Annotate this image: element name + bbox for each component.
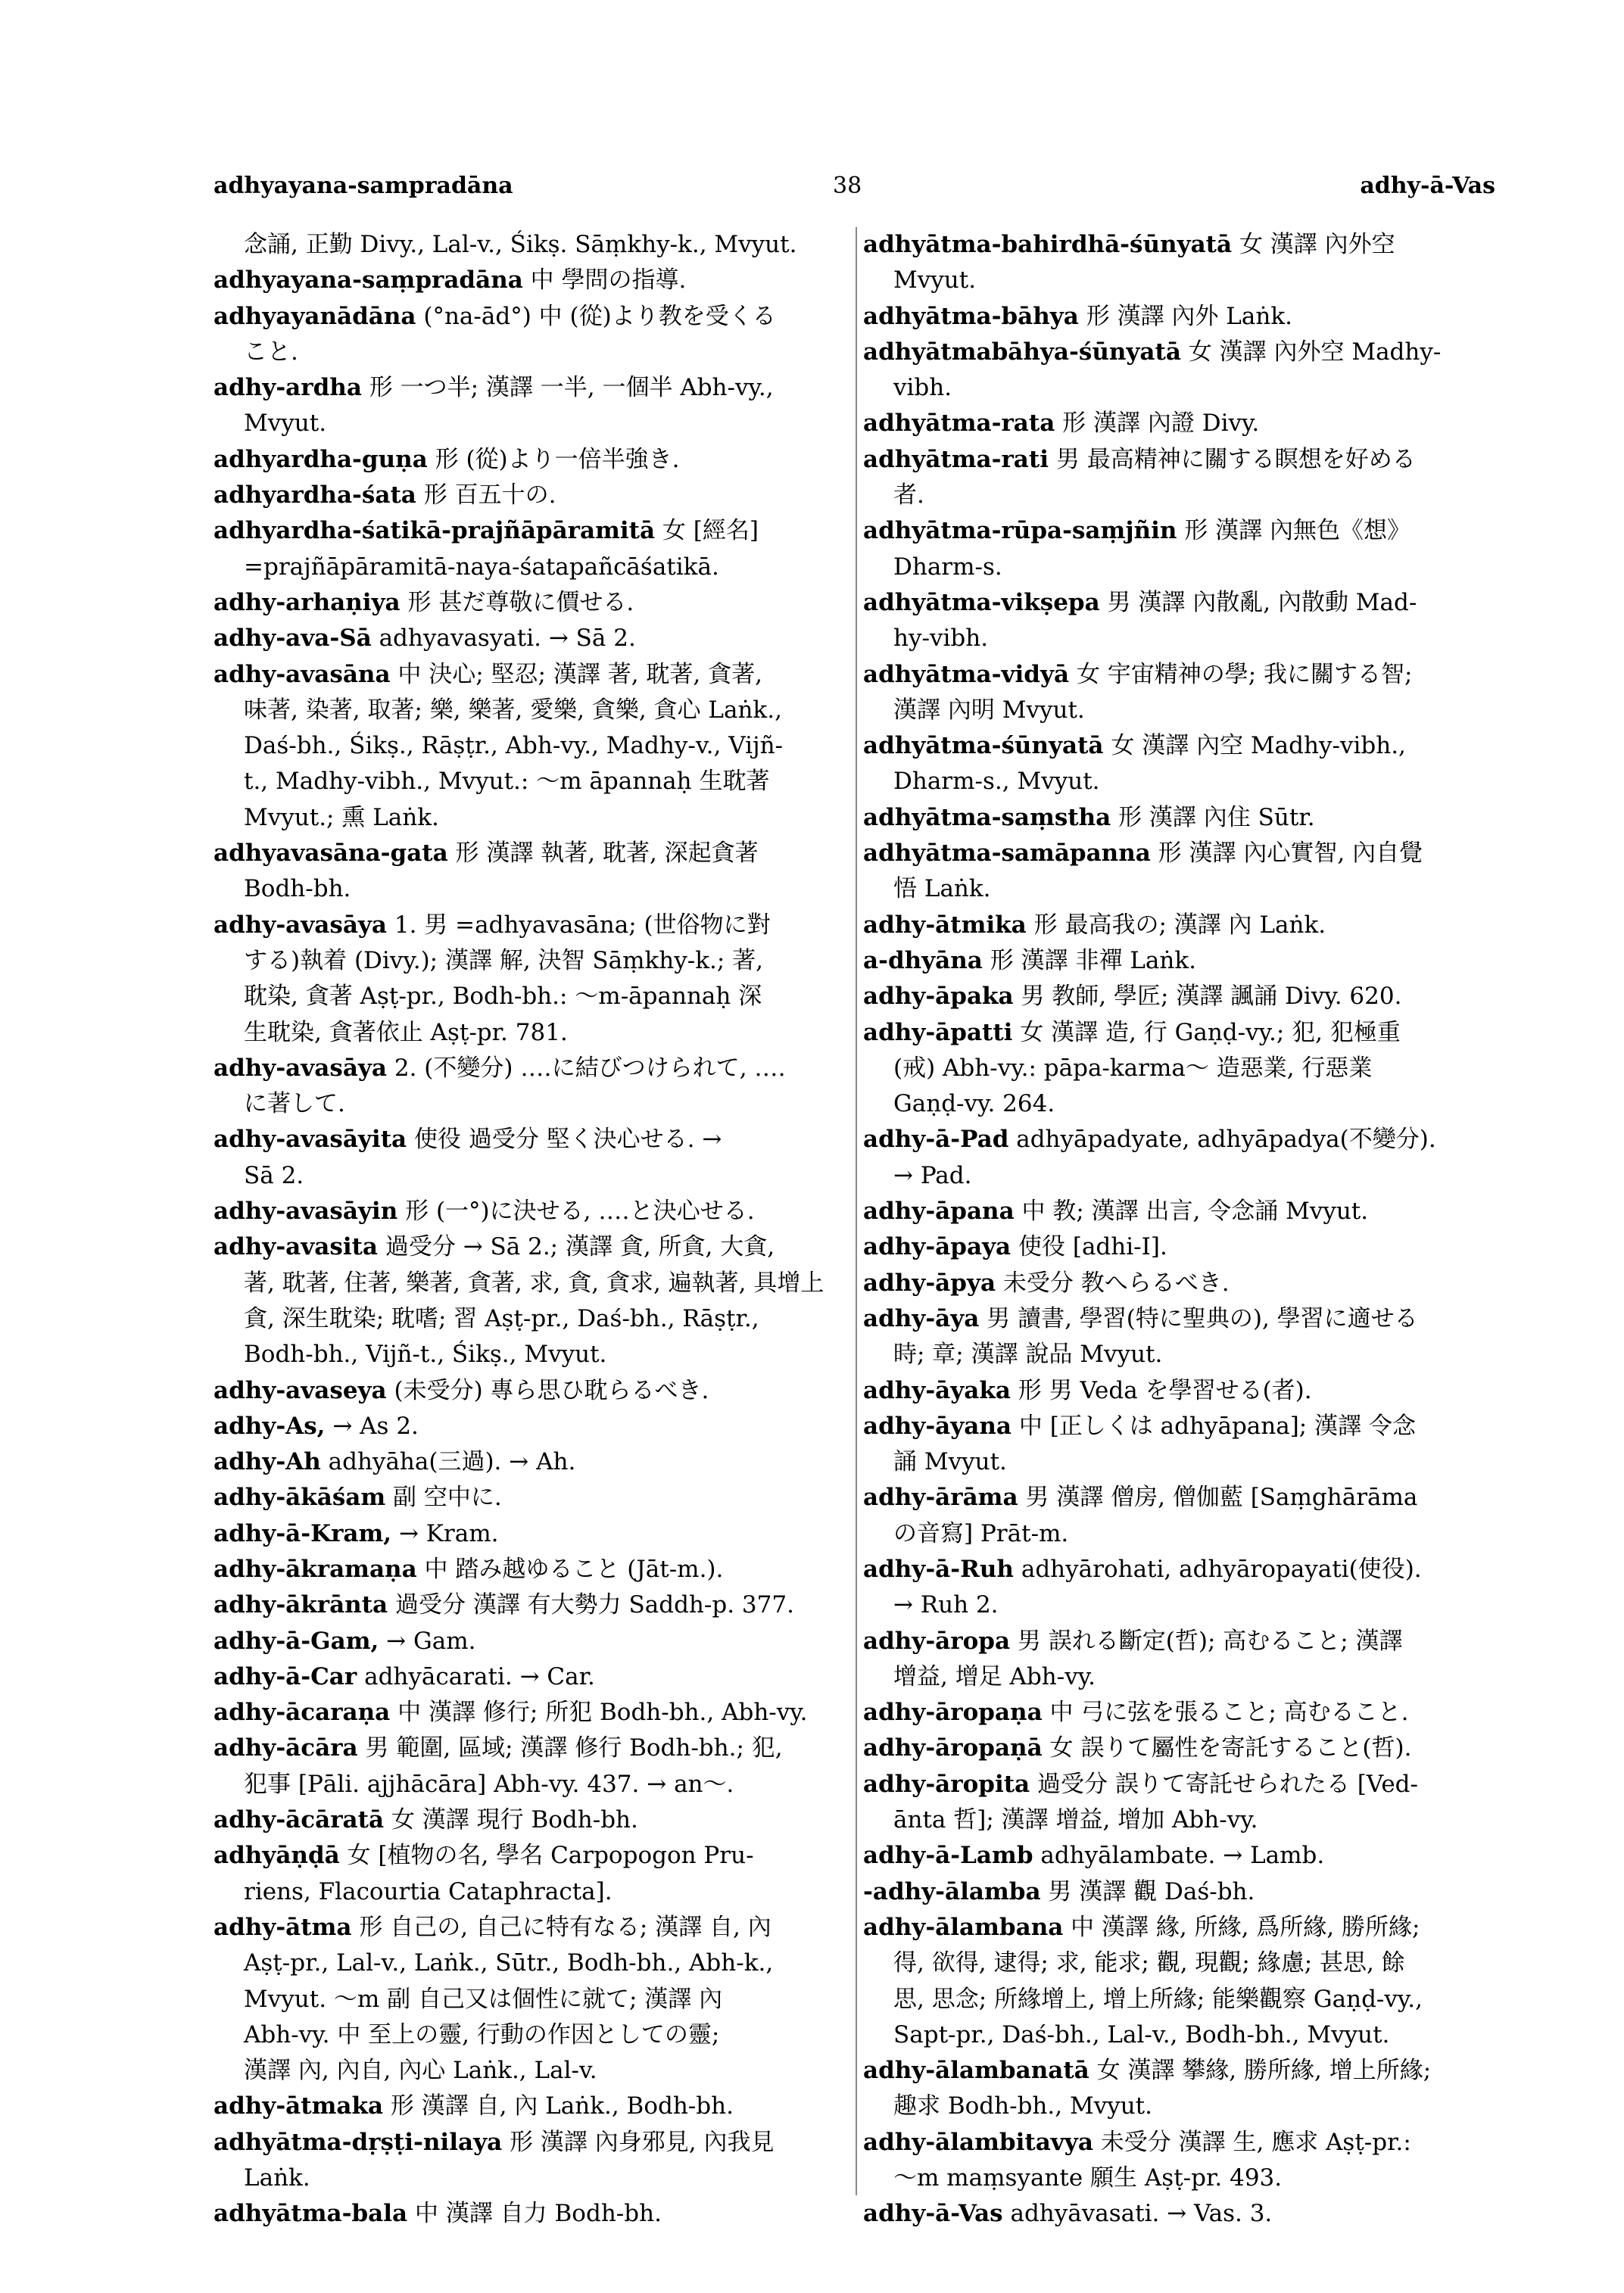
definition-text: 味著, 染著, 取著; 樂, 樂著, 愛樂, 貪樂, 貪心 Laṅk.,	[244, 696, 782, 724]
entry-line	[214, 478, 853, 513]
definition-text: adhyācarati. → Car.	[357, 1662, 595, 1690]
headword: adhy-ā-Car	[214, 1662, 357, 1690]
entry-line	[214, 800, 853, 836]
entry-line	[863, 836, 1495, 871]
definition-text: 得, 欲得, 逮得; 求, 能求; 觀, 現觀; 緣慮; 甚思, 餘	[893, 1949, 1405, 1977]
running-head-left: adhyayana-sampradāna	[214, 173, 513, 199]
entry-line	[214, 1874, 853, 1910]
headword: adhy-ālambana	[863, 1913, 1064, 1941]
entry-line	[214, 2017, 853, 2053]
headword: adhy-avasāyin	[214, 1198, 398, 1226]
entry-line	[214, 442, 853, 478]
definition-text: Dharm-s., Mvyut.	[893, 768, 1100, 796]
definition-text: 男 漢譯 僧房, 僧伽藍 [Saṃghārāma	[1018, 1484, 1418, 1512]
definition-text: 形 漢譯 內無色《想》	[1177, 517, 1410, 545]
headword: adhy-Ah	[214, 1448, 321, 1476]
definition-text: 男 讀書, 學習(特に聖典の), 學習に適せる	[979, 1304, 1418, 1332]
headword: adhyardha-guṇa	[214, 445, 428, 473]
headword: adhy-ācāratā	[214, 1806, 385, 1834]
definition-text: Mvyut.	[893, 266, 977, 294]
definition-text: 女 漢譯 攀緣, 勝所緣, 增上所緣;	[1089, 2057, 1432, 2085]
headword: adhy-ardha	[214, 374, 362, 402]
entry-line	[863, 1266, 1495, 1301]
entry-line	[214, 2053, 853, 2089]
entry-line	[214, 1552, 853, 1587]
entry-line	[863, 1301, 1495, 1337]
definition-text: 誦 Mvyut.	[893, 1448, 1007, 1476]
entry-line	[863, 621, 1495, 656]
definition-text: 男 最高精神に關する瞑想を好める	[1049, 445, 1416, 473]
entry-line	[214, 693, 853, 728]
entry-line	[863, 728, 1495, 764]
entry-line	[863, 513, 1495, 549]
definition-text: Dharm-s.	[893, 553, 1002, 581]
definition-text: t., Madhy-vibh., Mvyut.: ～m āpannaḥ 生耽著	[244, 768, 770, 796]
definition-text: 女 誤りて屬性を寄託すること(哲).	[1042, 1734, 1412, 1762]
definition-text: 女 漢譯 內外空	[1232, 231, 1395, 258]
headword: adhyātma-bahirdhā-śūnyatā	[863, 231, 1233, 258]
headword: adhy-ā-Vas	[863, 2200, 1003, 2228]
entry-line	[214, 1767, 853, 1802]
headword: adhy-ā-Pad	[863, 1126, 1009, 1154]
entry-line	[214, 979, 853, 1014]
entry-line	[863, 2089, 1495, 2124]
definition-text: 形 自己の, 自己に特有なる; 漢譯 自, 內	[351, 1913, 771, 1941]
entry-line	[214, 1480, 853, 1516]
entry-line	[863, 693, 1495, 728]
entry-line	[863, 2053, 1495, 2089]
entry-line	[214, 1731, 853, 1766]
definition-text: 男 誤れる斷定(哲); 高むること; 漢譯	[1010, 1627, 1403, 1655]
page-number: 38	[833, 173, 862, 199]
definition-text: 形 漢譯 內住 Sūtr.	[1111, 803, 1315, 831]
definition-text: 漢譯 內, 內自, 內心 Laṅk., Lal-v.	[244, 2057, 597, 2085]
headword: adhy-avaseya	[214, 1376, 387, 1404]
headword: adhy-ākrānta	[214, 1591, 388, 1619]
entry-line	[863, 1051, 1495, 1086]
definition-text: =prajñāpāramitā-naya-śatapañcāśatikā.	[244, 553, 719, 581]
entry-line	[863, 1122, 1495, 1157]
entry-line	[214, 1337, 853, 1372]
definition-text: 使役 [adhi-I].	[1011, 1233, 1167, 1261]
definition-text: 形 漢譯 內證 Divy.	[1055, 410, 1260, 438]
definition-text: 未受分 漢譯 生, 應求 Aṣṭ-pr.:	[1093, 2128, 1411, 2156]
entry-line	[863, 1086, 1495, 1122]
definition-text: → Kram.	[391, 1519, 499, 1547]
definition-text: 者.	[893, 481, 924, 509]
definition-text: 女 [植物の名, 學名 Carpopogon Pru-	[339, 1842, 754, 1870]
definition-text: ～m maṃsyante 願生 Aṣṭ-pr. 493.	[893, 2164, 1283, 2192]
definition-text: 女 漢譯 內外空 Madhy-	[1180, 338, 1442, 366]
definition-text: Laṅk.	[244, 2164, 310, 2192]
entry-line	[863, 1015, 1495, 1051]
entry-line	[863, 2125, 1495, 2161]
definition-text: 形 一つ半; 漢譯 一半, 一個半 Abh-vy.,	[361, 374, 774, 402]
running-head-right: adhy-ā-Vas	[1360, 173, 1495, 199]
entry-line	[214, 621, 853, 656]
definition-text: (未受分) 專ら思ひ耽らるべき.	[386, 1376, 709, 1404]
right-column	[863, 227, 1495, 2232]
definition-text: 形 最高我の; 漢譯 內 Laṅk.	[1026, 911, 1326, 939]
entry-line	[863, 1587, 1495, 1623]
definition-text: こと.	[244, 338, 298, 366]
headword: adhy-ava-Sā	[214, 625, 372, 653]
entry-line	[214, 1122, 853, 1157]
headword: adhyayana-saṃpradāna	[214, 266, 523, 294]
definition-text: する)執着 (Divy.); 漢譯 解, 決智 Sāṃkhy-k.; 著,	[244, 946, 764, 974]
entry-line	[863, 299, 1495, 335]
definition-text: Abh-vy. 中 至上の靈, 行動の作因としての靈;	[244, 2020, 720, 2048]
entry-line	[863, 1731, 1495, 1766]
definition-text: hy-vibh.	[893, 625, 989, 653]
headword: adhyātma-śūnyatā	[863, 732, 1104, 760]
entry-line	[214, 1015, 853, 1051]
definition-text: 形 漢譯 內外 Laṅk.	[1078, 302, 1292, 330]
headword: adhyātma-samāpanna	[863, 840, 1151, 868]
definition-text: vibh.	[893, 374, 952, 402]
entry-line	[214, 657, 853, 693]
definition-text: 形 漢譯 內心實智, 內自覺	[1150, 840, 1423, 868]
headword: adhy-ātma	[214, 1913, 352, 1941]
definition-text: 耽染, 貪著 Aṣṭ-pr., Bodh-bh.: ～m-āpannaḥ 深	[244, 983, 762, 1011]
definition-text: 生耽染, 貪著依止 Aṣṭ-pr. 781.	[244, 1018, 568, 1046]
definition-text: 女 漢譯 現行 Bodh-bh.	[384, 1806, 638, 1834]
headword: adhy-āpya	[863, 1269, 996, 1297]
headword: -adhy-ālamba	[863, 1877, 1041, 1905]
definition-text: 形 漢譯 內身邪見, 內我見	[502, 2128, 775, 2156]
entry-line	[863, 406, 1495, 441]
entry-line	[863, 979, 1495, 1014]
entry-line	[214, 1802, 853, 1838]
headword: adhy-ācaraṇa	[214, 1699, 391, 1727]
headword: adhy-āropaṇa	[863, 1699, 1043, 1727]
entry-line	[863, 908, 1495, 943]
definition-text: 中 漢譯 自力 Bodh-bh.	[407, 2200, 662, 2228]
entry-line	[214, 585, 853, 621]
entry-line	[214, 1301, 853, 1337]
definition-text: 時; 章; 漢譯 說品 Mvyut.	[893, 1341, 1163, 1369]
definition-text: 女 宇宙精神の學; 我に關する智;	[1069, 660, 1413, 688]
headword: adhy-avasāna	[214, 660, 391, 688]
headword: adhy-ārāma	[863, 1484, 1018, 1512]
definition-text: 男 範圍, 區域; 漢譯 修行 Bodh-bh.; 犯,	[357, 1734, 783, 1762]
definition-text: 女 [經名]	[655, 517, 759, 545]
headword: adhyavasāna-gata	[214, 840, 448, 868]
headword: adhy-ā-Gam,	[214, 1627, 379, 1655]
headword: adhy-āropa	[863, 1627, 1011, 1655]
entry-line	[214, 728, 853, 764]
entry-line	[863, 1158, 1495, 1194]
entry-line	[863, 1194, 1495, 1229]
definition-text: Aṣṭ-pr., Lal-v., Laṅk., Sūtr., Bodh-bh., Abh-k.,	[244, 1949, 774, 1977]
entry-line	[863, 550, 1495, 585]
entry-line	[214, 1624, 853, 1659]
entry-line	[214, 943, 853, 979]
definition-text: → Ruh 2.	[893, 1591, 999, 1619]
entry-line	[214, 1409, 853, 1444]
definition-text: Mvyut.	[244, 410, 327, 438]
definition-text: → As 2.	[325, 1412, 419, 1440]
definition-text: 著, 耽著, 住著, 樂著, 貪著, 求, 貪, 貪求, 遍執著, 具增上	[244, 1269, 824, 1297]
entry-line	[863, 585, 1495, 621]
definition-text: Daś-bh., Śikṣ., Rāṣṭr., Abh-vy., Madhy-v., Vijñ-	[244, 732, 784, 760]
entry-line	[214, 1444, 853, 1480]
definition-text: 形 漢譯 非禪 Laṅk.	[982, 946, 1196, 974]
definition-text: 副 空中に.	[385, 1484, 502, 1512]
headword: adhyātma-rūpa-saṃjñin	[863, 517, 1177, 545]
entry-line	[214, 1516, 853, 1552]
headword: adhyātma-rati	[863, 445, 1049, 473]
entry-line	[214, 1194, 853, 1229]
headword: adhy-āropita	[863, 1770, 1030, 1798]
entry-line	[214, 1659, 853, 1695]
headword: adhy-āpaka	[863, 983, 1014, 1011]
entry-line	[863, 2161, 1495, 2196]
definition-text: 過受分 誤りて寄託せられたる [Ved-	[1030, 1770, 1419, 1798]
headword: adhy-avasāyita	[214, 1126, 407, 1154]
entry-line	[863, 2017, 1495, 2053]
definition-text: 形 (一°)に決せる, ‥‥と決心せる.	[397, 1198, 755, 1226]
headword: adhy-ā-Kram,	[214, 1519, 392, 1547]
headword: adhy-As,	[214, 1412, 326, 1440]
definition-text: 男 漢譯 內散亂, 內散動 Mad-	[1099, 588, 1417, 616]
entry-line	[863, 1874, 1495, 1910]
entry-line	[214, 1266, 853, 1301]
headword: adhyātmabāhya-śūnyatā	[863, 338, 1181, 366]
definition-text: 念誦, 正勤 Divy., Lal-v., Śikṣ. Sāṃkhy-k., Mvyut.	[244, 231, 797, 258]
definition-text: 形 男 Veda を學習せる(者).	[1010, 1376, 1312, 1404]
headword: adhy-ālambanatā	[863, 2057, 1089, 2085]
definition-text: 過受分 漢譯 有大勢力 Saddh-p. 377.	[388, 1591, 794, 1619]
entry-line	[863, 1910, 1495, 1946]
headword: adhy-ākramaṇa	[214, 1555, 417, 1583]
entry-line	[863, 1229, 1495, 1265]
headword: adhy-ā-Ruh	[863, 1555, 1014, 1583]
definition-text: adhyāvasati. → Vas. 3.	[1002, 2200, 1273, 2228]
entry-line	[214, 1051, 853, 1086]
definition-text: 1. 男 =adhyavasāna; (世俗物に對	[387, 911, 771, 939]
definition-text: → Pad.	[893, 1161, 972, 1189]
entry-line	[214, 908, 853, 943]
headword: adhyātma-dṛṣṭi-nilaya	[214, 2128, 503, 2156]
entry-line	[214, 550, 853, 585]
definition-text: 中 漢譯 修行; 所犯 Bodh-bh., Abh-vy.	[390, 1699, 808, 1727]
definition-text: 形 漢譯 自, 內 Laṅk., Bodh-bh.	[383, 2092, 734, 2120]
headword: adhy-arhaṇiya	[214, 588, 401, 616]
definition-text: 中 教; 漢譯 出言, 令念誦 Mvyut.	[1014, 1198, 1369, 1226]
entry-line	[863, 657, 1495, 693]
definition-text: Mvyut. ～m 副 自己又は個性に就て; 漢譯 內	[244, 1985, 723, 2013]
definition-text: 思, 思念; 所緣增上, 增上所緣; 能樂觀察 Gaṇḍ-vy.,	[893, 1985, 1423, 2013]
entry-line	[214, 2196, 853, 2232]
entry-line	[863, 943, 1495, 979]
definition-text: 男 漢譯 觀 Daś-bh.	[1040, 1877, 1255, 1905]
headword: adhyardha-śatikā-prajñāpāramitā	[214, 517, 656, 545]
entry-line	[863, 1480, 1495, 1516]
definition-text: adhyārohati, adhyāropayati(使役).	[1013, 1555, 1422, 1583]
definition-text: に著して.	[244, 1090, 345, 1118]
entry-line	[863, 1767, 1495, 1802]
entry-line	[863, 1802, 1495, 1838]
headword: adhy-āpatti	[863, 1018, 1013, 1046]
definition-text: adhyāha(三過). → Ah.	[320, 1448, 576, 1476]
entry-line	[214, 335, 853, 370]
definition-text: 增益, 增足 Abh-vy.	[893, 1662, 1096, 1690]
definition-text: 未受分 教へらるべき.	[996, 1269, 1230, 1297]
definition-text: 2. (不變分) ‥‥に結びつけられて, ‥‥	[387, 1054, 786, 1082]
entry-line	[214, 1695, 853, 1731]
entry-line	[863, 335, 1495, 370]
entry-line	[214, 513, 853, 549]
entry-line	[214, 836, 853, 871]
headword: adhy-avasita	[214, 1233, 378, 1261]
headword: adhyātma-rata	[863, 410, 1055, 438]
headword: adhy-āyana	[863, 1412, 1011, 1440]
definition-text: 使役 過受分 堅く決心せる. →	[407, 1126, 722, 1154]
definition-text: の音寫] Prāt-m.	[893, 1519, 1069, 1547]
definition-text: 形 百五十の.	[416, 481, 556, 509]
entry-line	[214, 2125, 853, 2161]
entry-line	[863, 442, 1495, 478]
entry-line	[863, 1552, 1495, 1587]
headword: adhyātma-bāhya	[863, 302, 1079, 330]
entry-line	[863, 1444, 1495, 1480]
entry-line	[214, 1086, 853, 1122]
entry-line	[214, 1373, 853, 1409]
definition-text: riens, Flacourtia Cataphracta].	[244, 1877, 613, 1905]
entry-line	[863, 1659, 1495, 1695]
headword: adhy-ācāra	[214, 1734, 358, 1762]
definition-text: 女 漢譯 造, 行 Gaṇḍ-vy.; 犯, 犯極重	[1012, 1018, 1401, 1046]
headword: adhy-āyaka	[863, 1376, 1011, 1404]
definition-text: 趣求 Bodh-bh., Mvyut.	[893, 2092, 1152, 2120]
entry-line	[214, 871, 853, 907]
definition-text: Sapt-pr., Daś-bh., Lal-v., Bodh-bh., Mvyut.	[893, 2020, 1390, 2048]
entry-line	[863, 764, 1495, 799]
entry-line	[863, 1946, 1495, 1981]
left-column	[214, 227, 853, 2232]
definition-text: 漢譯 內明 Mvyut.	[893, 696, 1085, 724]
headword: adhyardha-śata	[214, 481, 416, 509]
definition-text: 悟 Laṅk.	[893, 875, 991, 903]
definition-text: 過受分 → Sā 2.; 漢譯 貪, 所貪, 大貪,	[378, 1233, 775, 1261]
headword: adhyātma-vikṣepa	[863, 588, 1100, 616]
headword: adhy-ākāśam	[214, 1484, 386, 1512]
definition-text: 中 弓に弦を張ること; 高むること.	[1042, 1699, 1409, 1727]
definition-text: 中 決心; 堅忍; 漢譯 著, 耽著, 貪著,	[390, 660, 762, 688]
entry-line	[214, 1946, 853, 1981]
entry-line	[863, 1516, 1495, 1552]
definition-text: (°na-ād°) 中 (從)より教を受くる	[416, 302, 776, 330]
definition-text: 中 學問の指導.	[522, 266, 687, 294]
definition-text: 貪, 深生耽染; 耽嗜; 習 Aṣṭ-pr., Daś-bh., Rāṣṭr.,	[244, 1304, 759, 1332]
headword: adhyātma-saṃstha	[863, 803, 1111, 831]
entry-line	[863, 2196, 1495, 2232]
headword: adhy-ātmaka	[214, 2092, 384, 2120]
entry-line	[214, 2089, 853, 2124]
entry-line	[214, 1158, 853, 1194]
headword: adhy-āpaya	[863, 1233, 1011, 1261]
entry-line	[863, 1624, 1495, 1659]
headword: adhyātma-bala	[214, 2200, 408, 2228]
definition-text: 男 教師, 學匠; 漢譯 諷誦 Divy. 620.	[1013, 983, 1402, 1011]
headword: adhy-āya	[863, 1304, 980, 1332]
definition-text: 形 漢譯 執著, 耽著, 深起貪著	[447, 840, 759, 868]
definition-text: Mvyut.; 熏 Laṅk.	[244, 803, 439, 831]
entry-line	[214, 227, 853, 263]
entry-line	[863, 1373, 1495, 1409]
entry-line	[214, 2161, 853, 2196]
entry-line	[214, 263, 853, 298]
entry-line	[863, 370, 1495, 406]
entry-line	[214, 370, 853, 406]
definition-text: 女 漢譯 內空 Madhy-vibh.,	[1103, 732, 1406, 760]
definition-text: 中 踏み越ゆること (Jāt-m.).	[416, 1555, 724, 1583]
definition-text: Sā 2.	[244, 1161, 304, 1189]
entry-line	[863, 871, 1495, 907]
column-divider	[856, 227, 857, 2195]
definition-text: 中 漢譯 緣, 所緣, 爲所緣, 勝所緣;	[1063, 1913, 1420, 1941]
entry-line	[863, 1982, 1495, 2017]
headword: adhyātma-vidyā	[863, 660, 1070, 688]
entry-line	[863, 1337, 1495, 1372]
definition-text: adhyavasyati. → Sā 2.	[371, 625, 636, 653]
definition-text: Bodh-bh., Vijñ-t., Śikṣ., Mvyut.	[244, 1341, 607, 1369]
entry-line	[863, 1838, 1495, 1874]
definition-text: (戒) Abh-vy.: pāpa-karma～ 造惡業, 行惡業	[893, 1054, 1373, 1082]
headword: adhy-ālambitavya	[863, 2128, 1093, 2156]
definition-text: ānta 哲]; 漢譯 增益, 增加 Abh-vy.	[893, 1806, 1258, 1834]
definition-text: adhyāpadyate, adhyāpadya(不變分).	[1008, 1126, 1436, 1154]
definition-text: Gaṇḍ-vy. 264.	[893, 1090, 1055, 1118]
entry-line	[863, 263, 1495, 298]
entry-line	[863, 1695, 1495, 1731]
headword: a-dhyāna	[863, 946, 983, 974]
definition-text: → Gam.	[379, 1627, 476, 1655]
headword: adhy-ātmika	[863, 911, 1027, 939]
headword: adhy-āropaṇā	[863, 1734, 1043, 1762]
entry-line	[863, 227, 1495, 263]
headword: adhy-avasāya	[214, 1054, 388, 1082]
definition-text: 犯事 [Pāli. ajjhācāra] Abh-vy. 437. → an～.	[244, 1770, 734, 1798]
definition-text: 形 (從)より一倍半強き.	[427, 445, 680, 473]
entry-line	[214, 406, 853, 441]
entry-line	[863, 800, 1495, 836]
entry-line	[214, 1229, 853, 1265]
entry-line	[214, 1587, 853, 1623]
entry-line	[863, 1409, 1495, 1444]
headword: adhyāṇḍā	[214, 1842, 340, 1870]
entry-line	[214, 1910, 853, 1946]
entry-line	[214, 1982, 853, 2017]
entry-line	[863, 478, 1495, 513]
headword: adhy-āpana	[863, 1198, 1015, 1226]
headword: adhy-avasāya	[214, 911, 388, 939]
entry-line	[214, 764, 853, 799]
definition-text: 中 [正しくは adhyāpana]; 漢譯 令念	[1011, 1412, 1416, 1440]
headword: adhy-ā-Lamb	[863, 1842, 1033, 1870]
definition-text: Bodh-bh.	[244, 875, 351, 903]
headword: adhyayanādāna	[214, 302, 416, 330]
entry-line	[214, 299, 853, 335]
definition-text: 形 甚だ尊敬に價せる.	[400, 588, 634, 616]
definition-text: adhyālambate. → Lamb.	[1033, 1842, 1325, 1870]
entry-line	[214, 1838, 853, 1874]
